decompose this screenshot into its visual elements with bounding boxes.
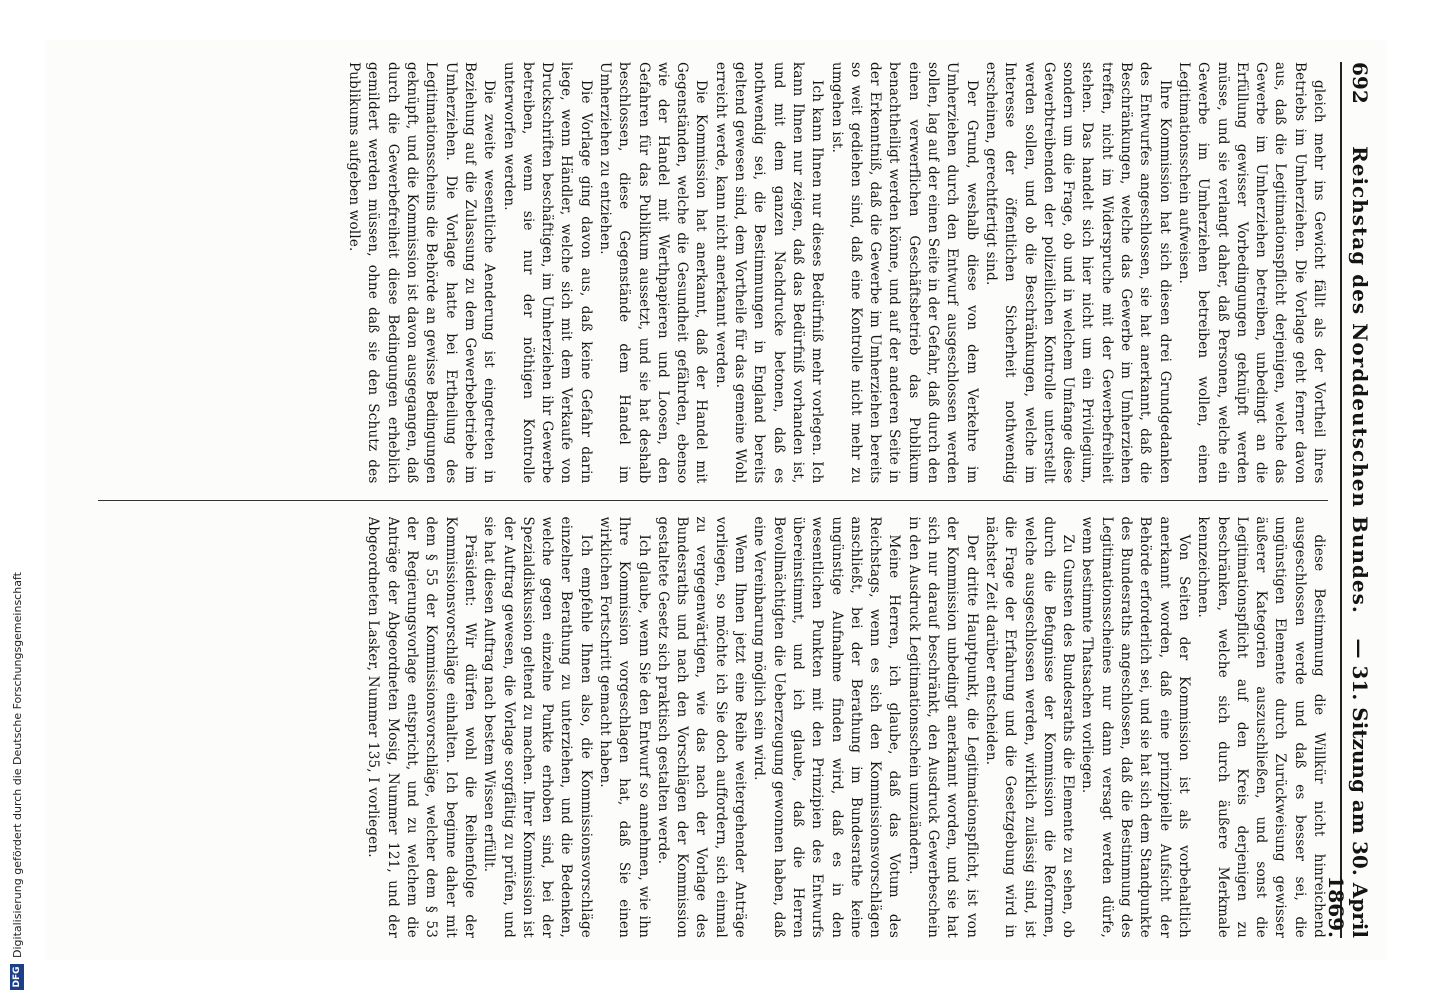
page-header — [1324, 62, 1372, 938]
paragraph: diese Bestimmung die Willkür nicht hinreichend ausgeschlossen werde und daß es besser sei, die ungünstigen Elemente durch Zurückweisung gewisser äußerer Kategorien auszuschließen, und sonst die Legitimationspflicht auf den Kreis derjenigen zu beschränken, welche sich durch äußere Merkmale kennzeichnen. — [1195, 516, 1327, 938]
paragraph: Die zweite wesentliche Aenderung ist eingetreten in Beziehung auf die Zulassung zu dem Gewerbebetriebe im Umherziehen. Die Vorlage hatte bei Ertheilung des Legitimationsscheins die Behörde an gewisse Bedingungen geknüpft, und die Kommission ist davon ausgegangen, daß durch die Gewerbefreiheit diese Bedingungen erheblich gemildert werden müssen, ohne daß sie den Schutz des Publikums aufgeben wolle. — [346, 62, 498, 484]
credit-text: Digitalisierung gefördert durch die Deutsche Forschungsgemeinschaft — [10, 572, 24, 958]
digitization-credit — [6, 570, 28, 990]
session-info: — 31. Sitzung am 30. April 1869. — [1324, 638, 1372, 938]
paragraph: Die Kommission hat anerkannt, daß der Handel mit Gegenständen, welche die Gesundheit gefährden, ebenso wie der Handel mit Werthpapieren und Loosen, den Gefahren für das Publikum aussetzt, und sie hat deshalb beschlossen, diese Gegenstände dem Handel im Umherziehen zu entziehen. — [597, 62, 710, 484]
page-title: Reichstag des Norddeutschen Bundes. — [1348, 146, 1372, 614]
paragraph: gleich mehr ins Gewicht fällt als der Vortheil ihres Betriebs im Umherziehen. Die Vorlage geht ferner davon aus, daß die Legitimationspflicht derjenigen, welche das Gewerbe im Umherziehen betreiben, unbedingt an die Erfüllung gewisser Vorbedingungen geknüpft werden müsse, und sie verlangt daher, daß Personen, welche ein Gewerbe im Umherziehen betreiben wollen, einen Legitimationsschein aufweisen. — [1175, 62, 1327, 484]
paragraph: Ich empfehle Ihnen also, die Kommissionsvorschläge einzelner Berathung zu unterziehen, und die Bedenken, welche gegen einzelne Punkte erhoben sind, bei der Spezialdiskussion geltend zu machen. Ihrer Kommission ist der Auftrag gewesen, die Vorlage sorgfältig zu prüfen, und sie hat diesen Auftrag nach bestem Wissen erfüllt. — [481, 516, 594, 938]
column-divider — [98, 500, 1328, 501]
rotated-page — [46, 40, 1386, 960]
dfg-logo: DFG — [10, 964, 24, 990]
text-columns — [98, 62, 1328, 938]
paragraph: Meine Herren, ich glaube, daß das Votum des Reichstags, wenn es sich den Kommissionsvorschlägen anschließt, bei der Berathung im Bundesrathe keine ungünstige Aufnahme finden wird, daß es in den wesentlichen Punkten mit den Prinzipien des Entwurfs übereinstimmt, und ich glaube, daß die Herren Bevollmächtigten die Ueberzeugung gewonnen haben, daß eine Vereinbarung möglich sein wird. — [751, 516, 903, 938]
right-column — [98, 517, 1328, 939]
paragraph: Ich glaube, wenn Sie den Entwurf so annehmen, wie ihn Ihre Kommission vorgeschlagen hat, daß Sie einen wirklichen Fortschritt gemacht haben. — [597, 516, 652, 938]
paragraph: Von Seiten der Kommission ist als vorbehaltlich anerkannt worden, daß eine prinzipielle Aufsicht der Behörde erforderlich sei, und sie hat sich dem Standpunkte des Bundesraths angeschlossen, daß die Bestimmung des Legitimationsscheines nur dann versagt werden dürfe, wenn bestimmte Thatsachen vorliegen. — [1079, 516, 1192, 938]
paragraph: Ich kann Ihnen nur dieses Bedürfniß mehr vorlegen. Ich kann Ihnen nur zeigen, daß das Bedürfniß vorhanden ist, und mit dem ganzen Nachdrucke betonen, daß es nothwendig sei, die Bestimmungen in England bereits geltend gewesen sind, dem Vortheile für das gemeine Wohl erreicht werde, kann nicht anerkannt werden. — [712, 62, 826, 484]
paragraph: Ihre Kommission hat sich diesen drei Grundgedanken des Entwurfes angeschlossen, sie hat anerkannt, daß die Beschränkungen, welche das Gewerbe im Umherziehen treffen, nicht im Widerspruche mit der Gewerbefreiheit stehen. Das handelt sich hier nicht um ein Privilegium, sondern um die Frage, ob und in welchem Umfange diese Gewerbtreibenden der polizeilichen Kontrolle unterstellt werden sollen, und ob die Beschränkungen, welche im Interesse der öffentlichen Sicherheit nothwendig erscheinen, gerechtfertigt sind. — [982, 62, 1173, 484]
paragraph: Die Vorlage ging davon aus, daß keine Gefahr darin liege, wenn Händler, welche sich mit dem Verkaufe von Druckschriften beschäftigen, im Umherziehen ihr Gewerbe betreiben, wenn sie nur der nöthigen Kontrolle unterworfen werden. — [500, 62, 594, 484]
paragraph: Wenn Ihnen jetzt eine Reihe weitergehender Anträge vorliegen, so möchte ich Sie doch auffordern, sich einmal zu vergegenwärtigen, wie das nach der Vorlage des Bundesraths und nach den Vorschlägen der Kommission gestaltete Gesetz sich praktisch gestalten werde. — [654, 516, 749, 938]
paragraph: Zu Gunsten des Bundesraths die Elemente zu sehen, ob durch die Befugnisse der Kommission die Reformen, welche ausgeschlossen werden, wirklich zulässig sind, ist die Frage der Erfahrung und die Gesetzgebung wird in nächster Zeit darüber entscheiden. — [982, 516, 1077, 938]
paragraph: Der dritte Hauptpunkt, die Legitimationspflicht, ist von der Kommission unbedingt anerkannt worden, und sie hat sich nur darauf beschränkt, den Ausdruck Gewerbeschein in den Ausdruck Legitimationsschein umzuändern. — [905, 516, 980, 938]
page-number: 692 — [1348, 62, 1372, 104]
paragraph: Der Grund, weshalb diese von dem Verkehre im Umherziehen durch den Entwurf ausgeschlossen werden sollen, lag auf der einen Seite in der Gefahr, daß durch den einen verwerflichen Geschäftsbetrieb das Publikum benachtheiligt werden könne, und auf der anderen Seite in der Erkenntniß, daß die Gewerbe im Umherziehen bereits so weit gediehen sind, daß eine Kontrolle nicht mehr zu umgehen ist. — [828, 62, 980, 484]
left-column — [98, 62, 1328, 484]
paragraph: Präsident: Wir dürfen wohl die Reihenfolge der Kommissionsvorschläge einhalten. Ich beginne daher mit dem § 55 der Kommissionsvorschläge, welcher dem § 53 der Regierungsvorlage entspricht, und zu welchem die Anträge der Abgeordneten Mosig, Nummer 121, und der Abgeordneten Lasker, Nummer 135, I vorliegen. — [365, 516, 478, 938]
